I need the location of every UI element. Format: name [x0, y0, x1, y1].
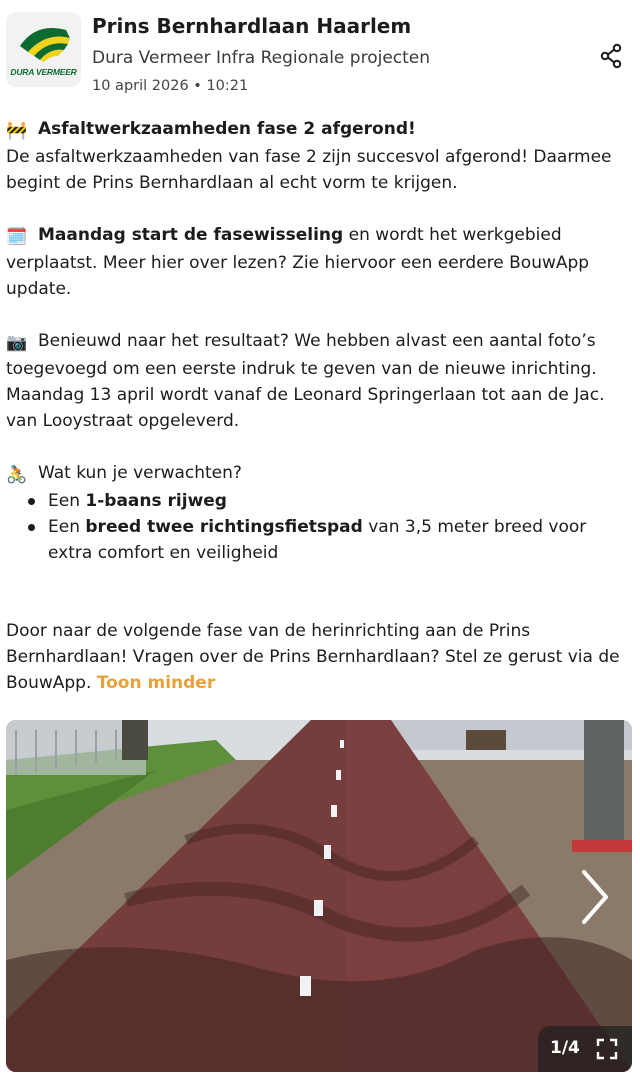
organization-name: Dura Vermeer Infra Regionale projecten	[92, 48, 431, 68]
paragraph-photos	[6, 328, 632, 434]
list-item-bold: 1-baans rijweg	[85, 491, 227, 511]
image-counter: 1/4	[550, 1038, 580, 1058]
phase-change-text: en wordt het werkgebied verplaatst. Meer hier over lezen? Zie hiervoor een eerdere BouwApp update.	[6, 225, 590, 299]
calendar-icon: 🗓️	[6, 227, 28, 247]
paragraph-phase-complete	[6, 116, 632, 144]
paragraph-expect	[6, 460, 632, 488]
show-less-link[interactable]: Toon minder	[96, 673, 216, 693]
bike-path-photo	[6, 720, 632, 1072]
page-title: Prins Bernhardlaan Haarlem	[92, 14, 412, 38]
construction-icon: 🚧	[6, 121, 28, 141]
list-item-bold: breed twee richtingsfietspad	[85, 517, 363, 537]
list-item-pre: Een	[48, 517, 86, 537]
paragraph-heading: Asfaltwerkzaamheden fase 2 afgerond!	[38, 119, 416, 139]
cyclist-icon: 🚴	[6, 465, 28, 485]
list-item	[6, 488, 632, 514]
post-datetime: 10 april 2026 • 10:21	[92, 78, 249, 94]
list-item-pre: Een	[48, 491, 86, 511]
list-item-post: van 3,5 meter breed voor extra comfort en veiligheid	[48, 517, 587, 563]
paragraph-phase-change	[6, 222, 632, 302]
paragraph-next-phase	[6, 618, 632, 696]
next-phase-text: Door naar de volgende fase van de herinrichting aan de Prins Bernhardlaan! Vragen over de Prins Bernhardlaan? Stel ze gerust via de BouwApp.	[6, 621, 620, 693]
expectation-list	[6, 488, 632, 566]
post-body	[6, 116, 632, 722]
post-header	[0, 0, 640, 110]
fullscreen-icon[interactable]	[596, 1038, 618, 1060]
share-icon[interactable]	[598, 42, 626, 70]
expect-text: Wat kun je verwachten?	[38, 463, 242, 483]
gallery-photo[interactable]	[6, 720, 632, 1072]
camera-icon: 📷	[6, 333, 28, 353]
logo-wordmark: DURA VERMEER	[10, 67, 77, 77]
phase-change-bold: Maandag start de fasewisseling	[38, 225, 344, 245]
organization-logo	[6, 12, 81, 87]
gallery-counter	[538, 1026, 632, 1072]
paragraph-intro: De asfaltwerkzaamheden van fase 2 zijn succesvol afgerond! Daarmee begint de Prins Bernhardlaan al echt vorm te krijgen.	[6, 147, 612, 193]
chevron-right-icon[interactable]	[572, 862, 616, 932]
photos-text: Benieuwd naar het resultaat? We hebben alvast een aantal foto’s toegevoegd om een eerste indruk te geven van de nieuwe inrichting. Maandag 13 april wordt vanaf de Leonard Springerlaan tot aan de Jac. van Looystraat opgeleverd.	[6, 331, 605, 431]
list-item	[6, 514, 632, 566]
